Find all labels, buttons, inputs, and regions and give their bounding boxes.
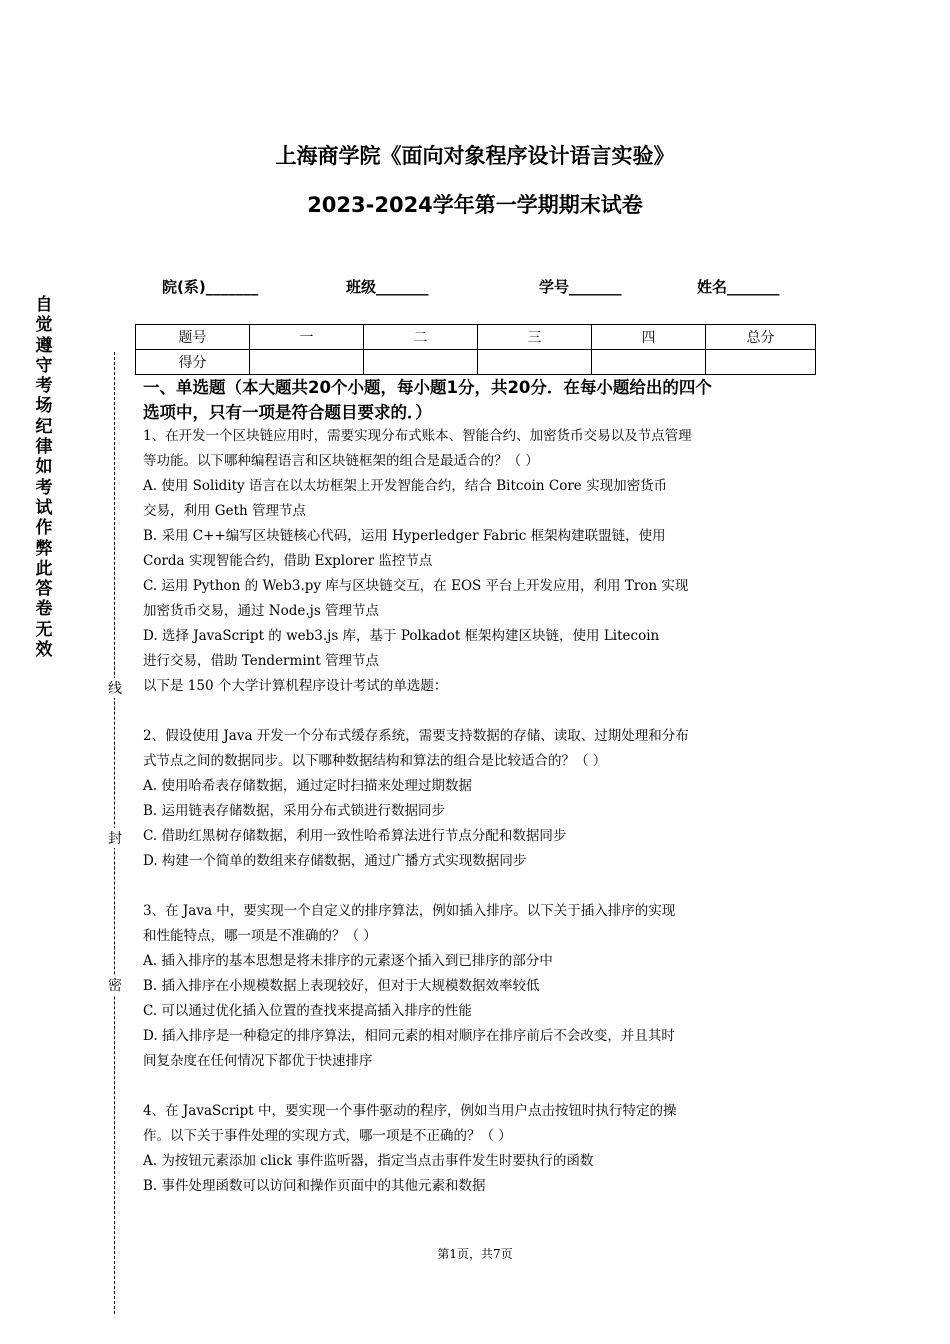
question-3-option-d: 间复杂度在任何情况下都优于快速排序 <box>143 1053 373 1069</box>
question-2-stem: 2、假设使用 Java 开发一个分布式缓存系统，需要支持数据的存储、读取、过期处理和分布 <box>143 728 689 744</box>
exam-title-line2: 2023-2024学年第一学期期末试卷 <box>307 193 643 217</box>
page-number: 第1页，共7页 <box>437 1247 513 1261</box>
class-field: 班级_______ <box>346 278 429 296</box>
question-1-option-b: B. 采用 C++编写区块链核心代码，运用 Hyperledger Fabric 框架构建联盟链，使用 <box>143 528 666 544</box>
question-3-option-a: A. 插入排序的基本思想是将未排序的元素逐个插入到已排序的部分中 <box>143 953 553 969</box>
section-heading: 一、单选题（本大题共20个小题，每小题1分，共20分．在每小题给出的四个 <box>143 378 712 397</box>
question-2-option-a: A. 使用哈希表存储数据，通过定时扫描来处理过期数据 <box>143 778 472 794</box>
department-field: 院(系)_______ <box>162 278 259 296</box>
question-1-option-b: Corda 实现智能合约，借助 Explorer 监控节点 <box>143 553 433 569</box>
question-note: 以下是 150 个大学计算机程序设计考试的单选题： <box>143 678 448 694</box>
section-heading: 选项中，只有一项是符合题目要求的．） <box>143 403 432 422</box>
question-3-stem: 和性能特点，哪一项是不准确的？（ ） <box>143 928 377 944</box>
question-2-stem: 式节点之间的数据同步。以下哪种数据结构和算法的组合是比较适合的？（ ） <box>143 753 607 769</box>
name-field: 姓名_______ <box>697 278 780 296</box>
exam-discipline-notice: 自觉遵守考场纪律如考试作弊此答卷无效 <box>35 295 53 661</box>
question-4-option-b: B. 事件处理函数可以访问和操作页面中的其他元素和数据 <box>143 1178 486 1194</box>
question-4-stem: 作。以下关于事件处理的实现方式，哪一项是不正确的？（ ） <box>143 1128 512 1144</box>
score-table-score-row <box>136 350 816 375</box>
score-header-cell: 三 <box>478 325 592 350</box>
question-content <box>143 375 811 1199</box>
score-header-cell: 题号 <box>136 325 250 350</box>
question-3-stem: 3、在 Java 中，要实现一个自定义的排序算法，例如插入排序。以下关于插入排序的实现 <box>143 903 676 919</box>
question-4-option-a: A. 为按钮元素添加 click 事件监听器，指定当点击事件发生时要执行的函数 <box>143 1153 594 1169</box>
score-cell <box>592 350 706 375</box>
question-1-stem: 1、在开发一个区块链应用时，需要实现分布式账本、智能合约、加密货币交易以及节点管理 <box>143 428 692 444</box>
score-row-label: 得分 <box>136 350 250 375</box>
question-2-option-b: B. 运用链表存储数据，采用分布式锁进行数据同步 <box>143 803 446 819</box>
question-1-option-d: 进行交易，借助 Tendermint 管理节点 <box>143 653 380 669</box>
question-3-option-d: D. 插入排序是一种稳定的排序算法，相同元素的相对顺序在排序前后不会改变，并且其时 <box>143 1028 675 1044</box>
question-2-option-c: C. 借助红黑树存储数据，利用一致性哈希算法进行节点分配和数据同步 <box>143 828 567 844</box>
seal-label-seal: 封 <box>105 828 125 848</box>
question-2-option-d: D. 构建一个简单的数组来存储数据，通过广播方式实现数据同步 <box>143 853 527 869</box>
score-header-cell: 一 <box>250 325 364 350</box>
score-header-cell: 四 <box>592 325 706 350</box>
question-1-option-a: 交易，利用 Geth 管理节点 <box>143 503 306 519</box>
seal-label-secret: 密 <box>105 975 125 995</box>
student-id-field: 学号_______ <box>539 278 622 296</box>
question-1-option-a: A. 使用 Solidity 语言在以太坊框架上开发智能合约，结合 Bitcoin Core 实现加密货币 <box>143 478 668 494</box>
question-3-option-c: C. 可以通过优化插入位置的查找来提高插入排序的性能 <box>143 1003 472 1019</box>
question-4-stem: 4、在 JavaScript 中，要实现一个事件驱动的程序，例如当用户点击按钮时执行特定的操 <box>143 1103 677 1119</box>
score-header-cell: 总分 <box>706 325 816 350</box>
question-1-option-d: D. 选择 JavaScript 的 web3.js 库，基于 Polkadot 框架构建区块链，使用 Litecoin <box>143 628 660 644</box>
score-cell <box>250 350 364 375</box>
score-cell <box>478 350 592 375</box>
question-1-stem: 等功能。以下哪种编程语言和区块链框架的组合是最适合的？（ ） <box>143 453 539 469</box>
score-table-header-row <box>136 325 816 350</box>
score-header-cell: 二 <box>364 325 478 350</box>
score-table <box>135 324 816 375</box>
exam-title-line1: 上海商学院《面向对象程序设计语言实验》 <box>275 144 675 168</box>
question-1-option-c: C. 运用 Python 的 Web3.py 库与区块链交互，在 EOS 平台上开发应用，利用 Tron 实现 <box>143 578 689 594</box>
score-cell <box>364 350 478 375</box>
question-3-option-b: B. 插入排序在小规模数据上表现较好，但对于大规模数据效率较低 <box>143 978 540 994</box>
seal-label-line: 线 <box>105 678 125 698</box>
score-cell <box>706 350 816 375</box>
question-1-option-c: 加密货币交易，通过 Node.js 管理节点 <box>143 603 380 619</box>
